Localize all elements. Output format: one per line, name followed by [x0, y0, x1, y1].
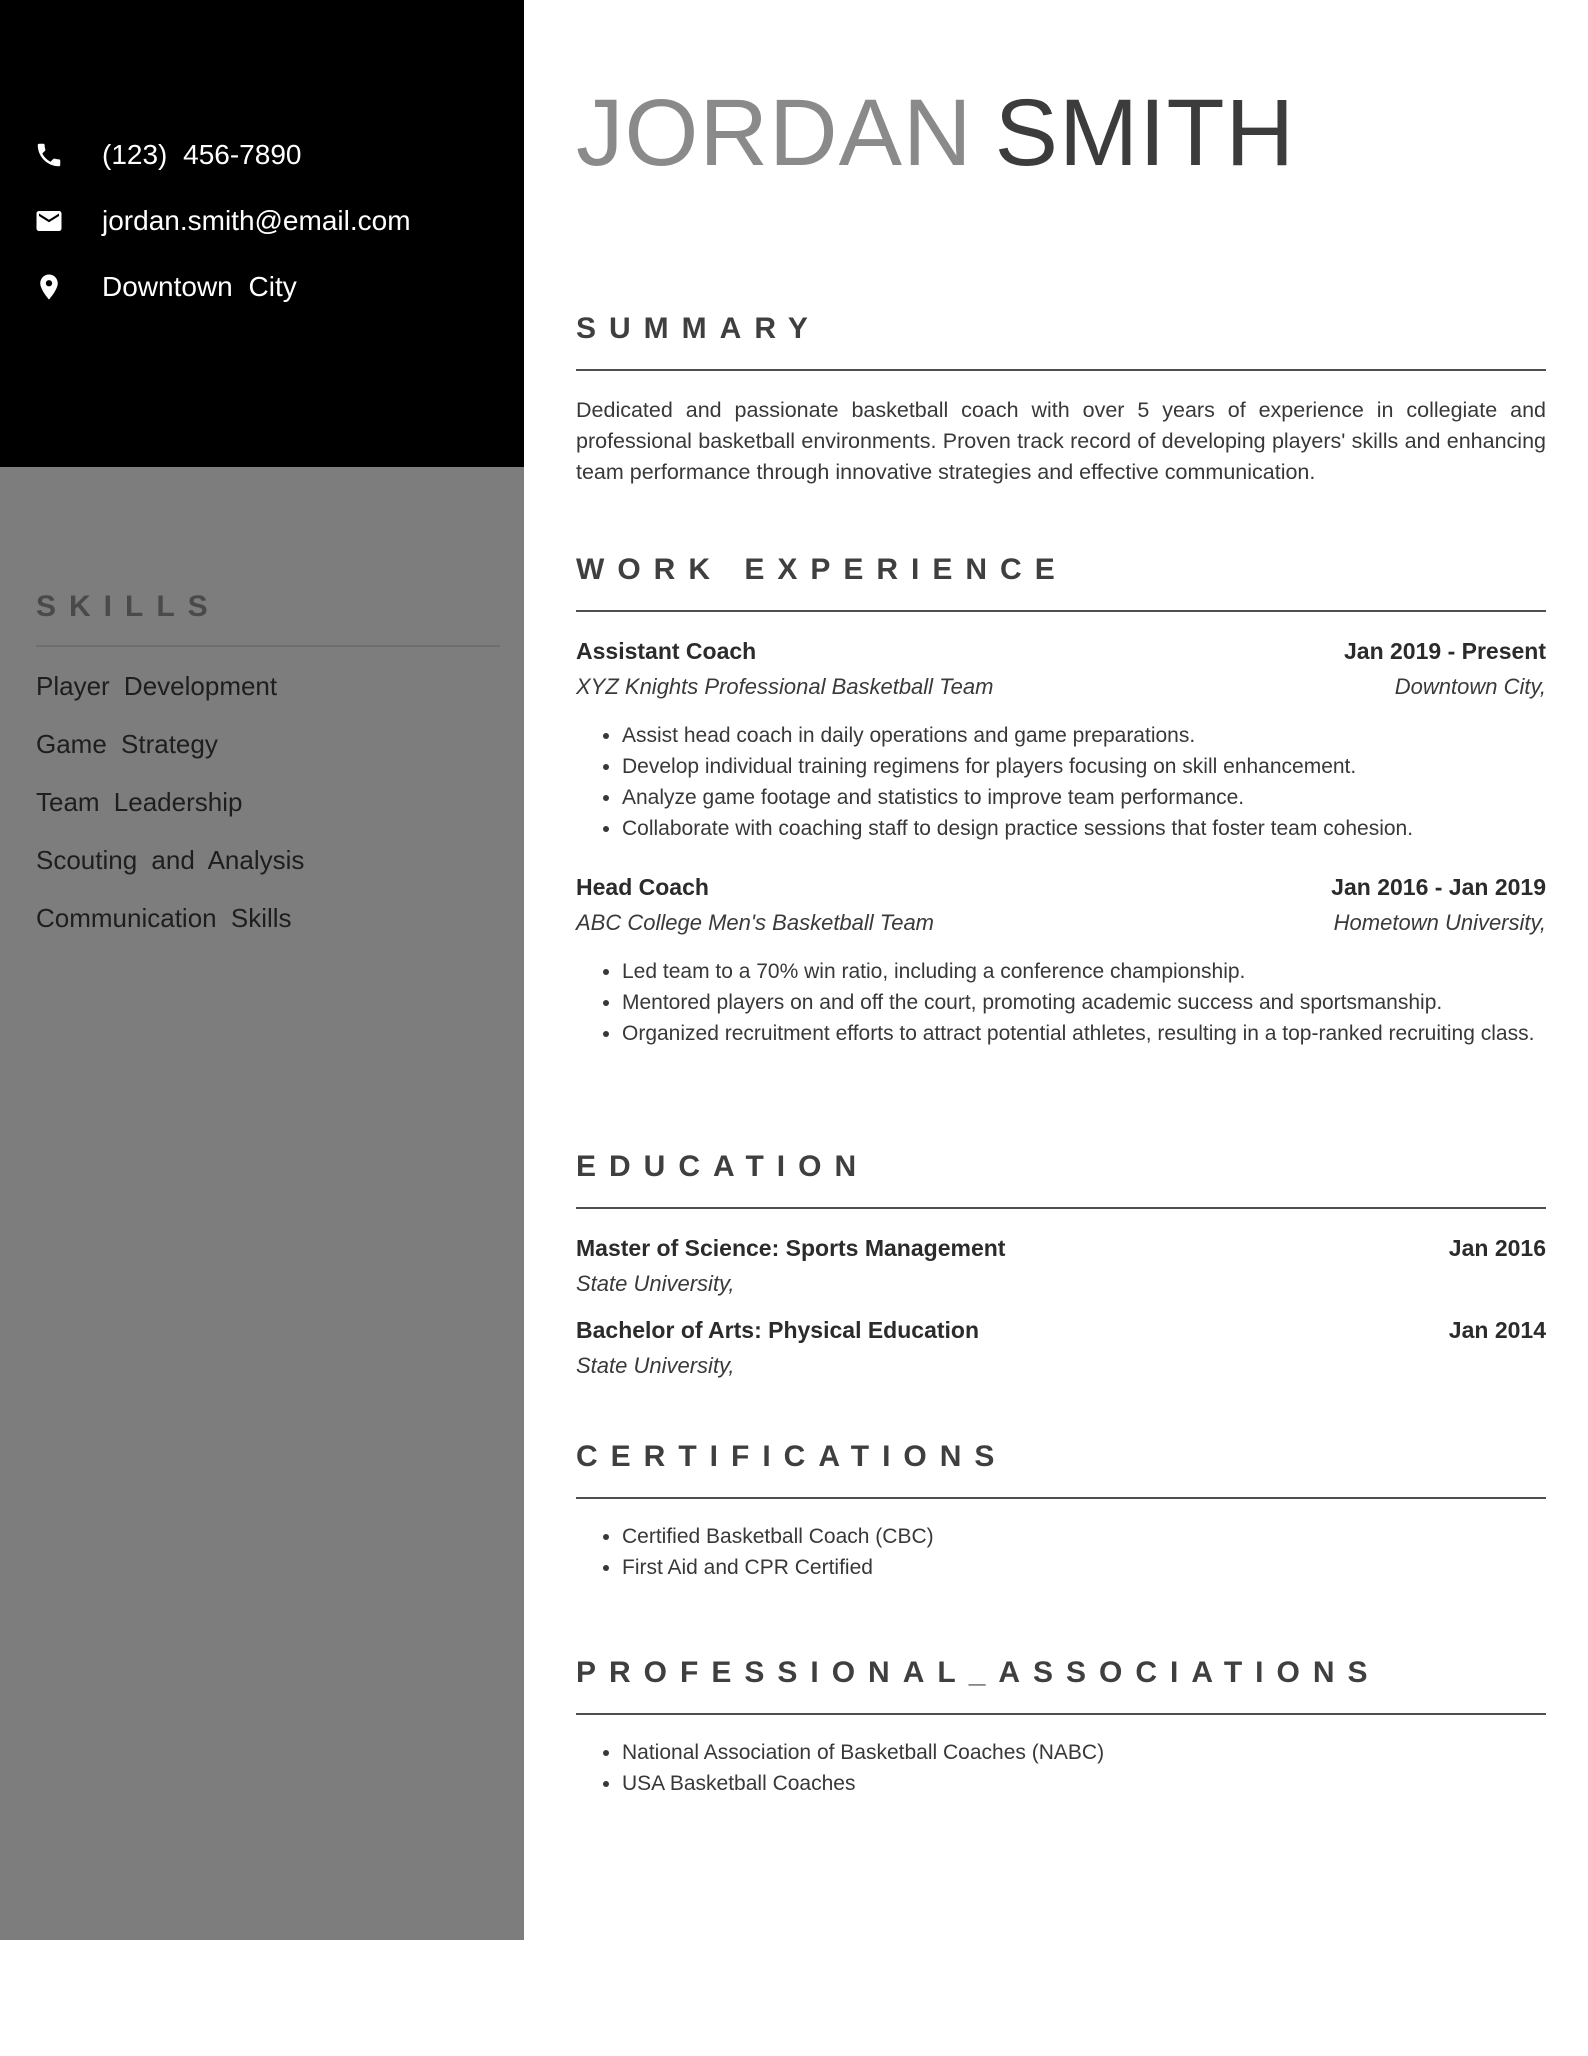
phone-number: (123) 456-7890	[102, 139, 302, 170]
job-location: Downtown City,	[1394, 674, 1546, 699]
school-name: State University,	[576, 1271, 735, 1296]
certification-item: • Certified Basketball Coach (CBC)	[622, 1521, 1546, 1552]
contact-list	[0, 0, 524, 302]
certifications-divider	[576, 1497, 1546, 1499]
work-divider	[576, 610, 1546, 612]
skills-panel	[0, 467, 524, 1940]
skills-list	[36, 671, 500, 933]
skill-item: Team Leadership	[36, 787, 243, 817]
job-dates: Jan 2019 - Present	[1343, 638, 1546, 664]
skill-item: Scouting and Analysis	[36, 845, 305, 875]
last-name: SMITH	[994, 80, 1296, 186]
job-bullet: • Assist head coach in daily operations and game preparations.	[622, 720, 1546, 751]
skill-item: Communication Skills	[36, 903, 292, 933]
summary-heading: SUMMARY	[576, 312, 821, 345]
job-bullet-list	[576, 956, 1546, 1049]
associations-heading: PROFESSIONAL_ASSOCIATIONS	[576, 1656, 1381, 1689]
section-certifications	[576, 1439, 1546, 1583]
contact-row-location	[34, 272, 524, 302]
main-content	[576, 0, 1546, 1799]
first-name: JORDAN	[576, 80, 973, 186]
section-professional-associations	[576, 1655, 1546, 1799]
certifications-heading: CERTIFICATIONS	[576, 1440, 1008, 1473]
skill-item: Player Development	[36, 671, 278, 701]
education-divider	[576, 1207, 1546, 1209]
candidate-name	[576, 80, 1546, 186]
job-bullet: • Led team to a 70% win ratio, including a conference championship.	[622, 956, 1546, 987]
summary-text: Dedicated and passionate basketball coach with over 5 years of experience in collegiate and professional basketball environments. Proven track record of developing players' skills and enhancing team performance through innovative strategies and effective communication.	[576, 398, 1546, 484]
job-title: Head Coach	[576, 874, 709, 900]
education-entry	[576, 1233, 1546, 1299]
education-heading: EDUCATION	[576, 1150, 870, 1183]
location-text: Downtown City	[102, 271, 297, 302]
contact-row-phone	[34, 140, 524, 170]
job-location: Hometown University,	[1333, 910, 1546, 935]
skill-item: Game Strategy	[36, 729, 218, 759]
section-work-experience	[576, 552, 1546, 1049]
job-bullet-list	[576, 720, 1546, 844]
association-list	[576, 1737, 1546, 1799]
section-education	[576, 1149, 1546, 1381]
associations-divider	[576, 1713, 1546, 1715]
email-address: jordan.smith@email.com	[102, 205, 411, 236]
work-entry	[576, 872, 1546, 1049]
school-name: State University,	[576, 1353, 735, 1378]
section-summary	[576, 311, 1546, 488]
job-bullet: • Organized recruitment efforts to attract potential athletes, resulting in a top-ranked recruiting class.	[622, 1018, 1546, 1049]
email-icon	[34, 206, 64, 236]
education-entry	[576, 1315, 1546, 1381]
association-item: • USA Basketball Coaches	[622, 1768, 1546, 1799]
job-title: Assistant Coach	[576, 638, 757, 664]
contact-panel	[0, 0, 524, 467]
job-organization: ABC College Men's Basketball Team	[576, 910, 935, 935]
job-dates: Jan 2016 - Jan 2019	[1331, 874, 1546, 900]
association-item: • National Association of Basketball Coaches (NABC)	[622, 1737, 1546, 1768]
phone-icon	[34, 140, 64, 170]
contact-row-email	[34, 206, 524, 236]
degree-title: Bachelor of Arts: Physical Education	[576, 1317, 980, 1343]
skills-heading: SKILLS	[36, 590, 221, 623]
job-bullet: • Analyze game footage and statistics to improve team performance.	[622, 782, 1546, 813]
location-icon	[34, 272, 64, 302]
job-organization: XYZ Knights Professional Basketball Team	[576, 674, 994, 699]
work-entry	[576, 636, 1546, 844]
job-bullet: • Mentored players on and off the court, promoting academic success and sportsmanship.	[622, 987, 1546, 1018]
degree-date: Jan 2016	[1448, 1235, 1546, 1261]
degree-title: Master of Science: Sports Management	[576, 1235, 1006, 1261]
summary-divider	[576, 369, 1546, 371]
certification-item: • First Aid and CPR Certified	[622, 1552, 1546, 1583]
job-bullet: • Collaborate with coaching staff to design practice sessions that foster team cohesion.	[622, 813, 1546, 844]
certification-list	[576, 1521, 1546, 1583]
work-heading: WORK EXPERIENCE	[576, 553, 1068, 586]
skills-divider	[36, 645, 500, 647]
degree-date: Jan 2014	[1448, 1317, 1546, 1343]
job-bullet: • Develop individual training regimens for players focusing on skill enhancement.	[622, 751, 1546, 782]
